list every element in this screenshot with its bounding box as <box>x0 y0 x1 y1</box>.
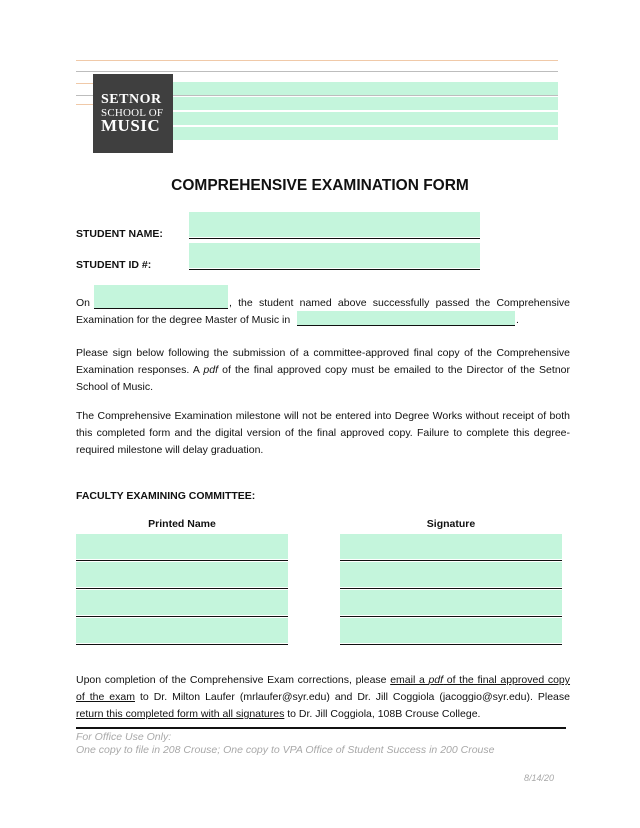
header-field[interactable] <box>172 82 558 95</box>
student-name-underline <box>189 238 480 239</box>
signature-underline <box>340 588 562 589</box>
degree-field[interactable] <box>297 311 515 325</box>
exam-date-field[interactable] <box>94 285 228 308</box>
sentence-part-2: Examination for the degree Master of Music in <box>76 314 291 326</box>
student-name-field[interactable] <box>189 212 480 237</box>
printed-name-field[interactable] <box>76 618 288 643</box>
printed-name-underline <box>76 560 288 561</box>
signing-text-b: of the final approved copy must be emailed to the Director of the Setnor School of Music. <box>76 364 570 393</box>
student-name-label: STUDENT NAME: <box>76 228 163 240</box>
return-form-instruction: return this completed form with all signatures <box>76 708 285 720</box>
header-field[interactable] <box>172 97 558 110</box>
completion-text-b: to Dr. Milton Laufer (mrlaufer@syr.edu) and Dr. Jill Coggiola (jacoggio@syr.edu). Please <box>134 691 570 703</box>
completion-text-a: Upon completion of the Comprehensive Exam corrections, please <box>76 674 391 686</box>
printed-name-underline <box>76 616 288 617</box>
logo-line-2: SCHOOL OF <box>101 107 164 119</box>
logo-line-3: MUSIC <box>101 116 161 135</box>
student-id-underline <box>189 269 480 270</box>
sentence-end: . <box>516 314 519 326</box>
revision-date: 8/14/20 <box>523 773 554 783</box>
signature-underline <box>340 560 562 561</box>
signing-pdf-word: pdf <box>203 364 218 376</box>
header-rule <box>76 60 558 61</box>
printed-name-underline <box>76 644 288 645</box>
printed-name-field[interactable] <box>76 590 288 615</box>
header-field[interactable] <box>172 127 558 140</box>
committee-heading: FACULTY EXAMINING COMMITTEE: <box>76 490 256 502</box>
office-divider <box>76 727 566 729</box>
student-id-label: STUDENT ID #: <box>76 259 152 271</box>
printed-name-field[interactable] <box>76 562 288 587</box>
header-rule <box>76 71 558 72</box>
signature-field[interactable] <box>340 562 562 587</box>
header-field[interactable] <box>172 112 558 125</box>
printed-name-underline <box>76 588 288 589</box>
page-title: COMPREHENSIVE EXAMINATION FORM <box>171 177 469 194</box>
signature-field[interactable] <box>340 590 562 615</box>
degree-underline <box>297 325 515 326</box>
signing-instructions <box>76 345 570 396</box>
signature-header: Signature <box>426 518 476 530</box>
sentence-part-1: , the student named above successfully passed the Comprehensive <box>229 297 570 309</box>
email-instruction-a: email a <box>390 674 429 686</box>
printed-name-field[interactable] <box>76 534 288 559</box>
signing-text-a: Please sign below following the submission of a committee-approved final copy of the Comprehensive Examination responses. A <box>76 347 570 376</box>
signature-underline <box>340 644 562 645</box>
office-use-heading: For Office Use Only: <box>76 731 172 743</box>
on-word: On <box>76 297 91 309</box>
student-id-field[interactable] <box>189 243 480 268</box>
signature-underline <box>340 616 562 617</box>
school-logo <box>93 74 173 153</box>
office-use-note: One copy to file in 208 Crouse; One copy to VPA Office of Student Success in 200 Crouse <box>76 744 495 756</box>
completion-text-c: to Dr. Jill Coggiola, 108B Crouse College. <box>284 708 481 720</box>
signature-field[interactable] <box>340 534 562 559</box>
email-instruction-pdf: pdf <box>428 674 444 686</box>
completion-instructions <box>76 672 570 723</box>
exam-date-underline <box>94 308 228 309</box>
logo-line-1: SETNOR <box>101 92 162 107</box>
email-instruction-b: of the final approved copy of the exam <box>76 674 571 703</box>
printed-name-header: Printed Name <box>148 518 216 530</box>
signature-field[interactable] <box>340 618 562 643</box>
milestone-notice: The Comprehensive Examination milestone will not be entered into Degree Works without receipt of both this completed form and the digital version of the final approved copy. Failure to complete this degree-required milestone will delay graduation. <box>76 410 570 456</box>
